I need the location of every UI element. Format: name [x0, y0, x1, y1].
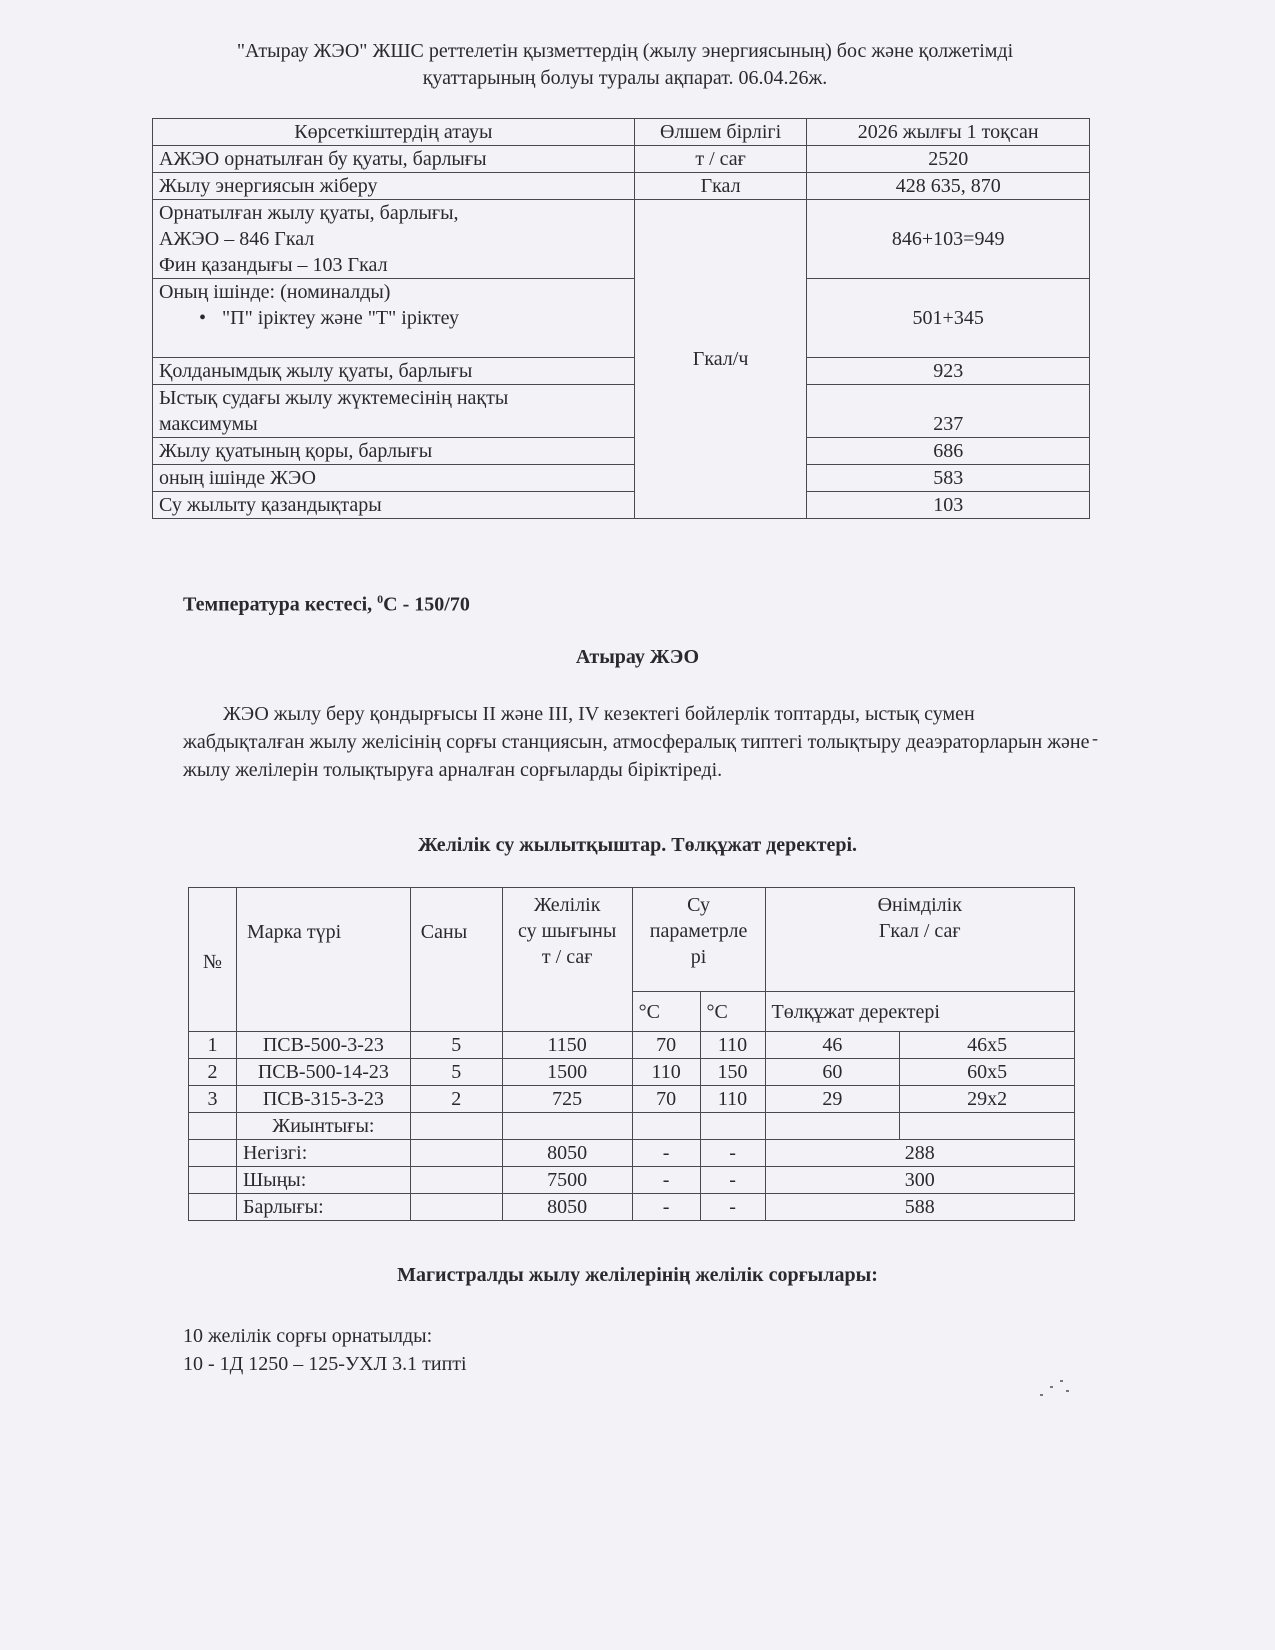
- heaters-table-title: Желілік су жылытқыштар. Төлқұжат деректері.: [417, 834, 858, 856]
- temperature-label: Температура кестесі,: [183, 593, 378, 616]
- row-value: 501+345: [807, 279, 1090, 358]
- row-value: 237: [807, 385, 1090, 438]
- column-header-temp-in: °С: [632, 992, 700, 1032]
- pumps-info: [183, 1322, 467, 1378]
- cell-capacity: 29: [765, 1086, 900, 1113]
- row-name: [153, 385, 635, 438]
- cell-no: [189, 1167, 237, 1194]
- row-name-line: АЖЭО – 846 Гкал: [159, 228, 315, 250]
- row-unit: т / сағ: [634, 146, 807, 173]
- capacity-table: [152, 118, 1090, 519]
- cell-brand: ПСВ-315-3-23: [236, 1086, 410, 1113]
- cell-summary-label: Жиынтығы:: [236, 1113, 410, 1140]
- column-header-unit: Өлшем бірлігі: [634, 119, 807, 146]
- document-title: [150, 38, 1100, 92]
- table-row: [153, 358, 1090, 385]
- totals-row: [189, 1167, 1075, 1194]
- row-name: оның ішінде ЖЭО: [153, 465, 635, 492]
- cell-temp-in: 110: [632, 1059, 700, 1086]
- row-value: 428 635, 870: [807, 173, 1090, 200]
- cell-empty: [900, 1113, 1075, 1140]
- header-line: Желілік: [533, 894, 601, 916]
- cell-count: 5: [410, 1032, 502, 1059]
- table-row: [153, 279, 1090, 358]
- row-value: 103: [807, 492, 1090, 519]
- cell-temp-in: 70: [632, 1032, 700, 1059]
- summary-row: [189, 1113, 1075, 1140]
- cell-empty: [410, 1194, 502, 1221]
- header-line: рі: [690, 946, 707, 968]
- cell-empty: [502, 1113, 632, 1140]
- plant-description: ЖЭО жылу беру қондырғысы II және III, IV кезектегі бойлерлік топтарды, ыстық сумен жабдықталған жылу желісінің сорғы станциясын, атмосфералық типтегі толықтыру деаэраторларын және жылу желілерін толықтыруға арналған сорғыларды біріктіреді.: [183, 703, 1090, 781]
- cell-empty: [410, 1140, 502, 1167]
- temperature-schedule-heading: [183, 592, 470, 617]
- cell-empty: [632, 1113, 700, 1140]
- table-row: [189, 1059, 1075, 1086]
- table-row: [153, 385, 1090, 438]
- table-row: [153, 438, 1090, 465]
- cell-no: [189, 1113, 237, 1140]
- cell-temp-out: 110: [700, 1086, 765, 1113]
- row-name: Су жылыту қазандықтары: [153, 492, 635, 519]
- row-name: Жылу энергиясын жіберу: [153, 173, 635, 200]
- row-unit: Гкал: [634, 173, 807, 200]
- table-header-row: [189, 888, 1075, 992]
- header-line: т / сағ: [541, 946, 593, 968]
- row-name: [153, 200, 635, 279]
- cell-capacity: 60: [765, 1059, 900, 1086]
- title-line-1: "Атырау ЖЭО" ЖШС реттелетін қызметтердің (жылу энергиясының) бос және қолжетімді: [236, 40, 1014, 62]
- cell-flow: 1500: [502, 1059, 632, 1086]
- pumps-line-1: 10 желілік сорғы орнатылды:: [183, 1325, 433, 1347]
- bullet-item: • "П" іріктеу және "Т" іріктеу: [159, 305, 628, 331]
- row-value: 923: [807, 358, 1090, 385]
- row-value: 686: [807, 438, 1090, 465]
- cell-temp-in: -: [632, 1140, 700, 1167]
- column-header-brand: Марка түрі: [236, 888, 410, 1032]
- cell-capacity: 300: [765, 1167, 1074, 1194]
- table-row: [153, 146, 1090, 173]
- merged-unit-cell: Гкал/ч: [634, 200, 807, 519]
- cell-flow: 7500: [502, 1167, 632, 1194]
- cell-no: 1: [189, 1032, 237, 1059]
- row-name: АЖЭО орнатылған бу қуаты, барлығы: [153, 146, 635, 173]
- column-header-no: №: [189, 888, 237, 1032]
- cell-temp-out: 110: [700, 1032, 765, 1059]
- row-name-line: максимумы: [159, 413, 258, 435]
- cell-total-label: Шыңы:: [236, 1167, 410, 1194]
- table-header-row: [153, 119, 1090, 146]
- table-row: [189, 1086, 1075, 1113]
- cell-empty: [410, 1167, 502, 1194]
- cell-temp-out: 150: [700, 1059, 765, 1086]
- row-name: Жылу қуатының қоры, барлығы: [153, 438, 635, 465]
- cell-flow: 8050: [502, 1194, 632, 1221]
- cell-total-label: Негізгі:: [236, 1140, 410, 1167]
- cell-empty: [410, 1113, 502, 1140]
- header-line: Су: [687, 894, 710, 916]
- cell-capacity-total: 60х5: [900, 1059, 1075, 1086]
- margin-mark: -: [1092, 728, 1098, 748]
- pumps-line-2: 10 - 1Д 1250 – 125-УХЛ 3.1 типті: [183, 1353, 467, 1375]
- degree-superscript: 0: [377, 592, 384, 606]
- cell-capacity: 46: [765, 1032, 900, 1059]
- title-line-2: қуаттарының болуы туралы ақпарат. 06.04.26ж.: [422, 67, 828, 89]
- cell-brand: ПСВ-500-14-23: [236, 1059, 410, 1086]
- pumps-heading: Магистралды жылу желілерінің желілік сорғылары:: [397, 1264, 878, 1286]
- cell-flow: 725: [502, 1086, 632, 1113]
- cell-count: 5: [410, 1059, 502, 1086]
- cell-total-label: Барлығы:: [236, 1194, 410, 1221]
- column-header-temp-out: °С: [700, 992, 765, 1032]
- cell-temp-in: -: [632, 1167, 700, 1194]
- totals-row: [189, 1140, 1075, 1167]
- cell-capacity: 288: [765, 1140, 1074, 1167]
- cell-capacity: 588: [765, 1194, 1074, 1221]
- cell-capacity-total: 46х5: [900, 1032, 1075, 1059]
- cell-no: 2: [189, 1059, 237, 1086]
- row-value: 2520: [807, 146, 1090, 173]
- column-header-water-params: [632, 888, 765, 992]
- cell-empty: [765, 1113, 900, 1140]
- header-line: параметрле: [649, 920, 748, 942]
- cell-temp-out: -: [700, 1194, 765, 1221]
- cell-temp-in: -: [632, 1194, 700, 1221]
- cell-no: 3: [189, 1086, 237, 1113]
- row-name-line: Оның ішінде: (номиналды): [159, 281, 391, 303]
- table-row: [153, 200, 1090, 279]
- cell-no: [189, 1140, 237, 1167]
- column-header-flow: [502, 888, 632, 1032]
- cell-flow: 1150: [502, 1032, 632, 1059]
- table-row: [153, 492, 1090, 519]
- row-name-line: Фин қазандығы – 103 Гкал: [159, 254, 388, 276]
- cell-no: [189, 1194, 237, 1221]
- table-row: [153, 173, 1090, 200]
- header-line: Өнімділік: [877, 894, 962, 916]
- row-value: 846+103=949: [807, 200, 1090, 279]
- column-header-count: Саны: [410, 888, 502, 1032]
- row-name: [153, 279, 635, 358]
- cell-count: 2: [410, 1086, 502, 1113]
- totals-row: [189, 1194, 1075, 1221]
- cell-temp-in: 70: [632, 1086, 700, 1113]
- cell-capacity-total: 29х2: [900, 1086, 1075, 1113]
- column-header-q1-2026: 2026 жылғы 1 тоқсан: [807, 119, 1090, 146]
- row-name-line: Орнатылған жылу қуаты, барлығы,: [159, 202, 459, 224]
- column-header-capacity: [765, 888, 1074, 992]
- heaters-table: [188, 887, 1075, 1221]
- scan-specks: [1040, 1380, 1080, 1400]
- cell-temp-out: -: [700, 1140, 765, 1167]
- temperature-value: С - 150/70: [383, 593, 470, 616]
- table-row: [189, 1032, 1075, 1059]
- cell-brand: ПСВ-500-3-23: [236, 1032, 410, 1059]
- column-header-passport: Төлқұжат деректері: [765, 992, 1074, 1032]
- row-name-line: Ыстық судағы жылу жүктемесінің нақты: [159, 387, 509, 409]
- column-header-indicator: Көрсеткіштердің атауы: [153, 119, 635, 146]
- header-line: су шығыны: [518, 920, 617, 942]
- cell-temp-out: -: [700, 1167, 765, 1194]
- plant-heading: Атырау ЖЭО: [575, 646, 700, 668]
- header-line: Гкал / сағ: [878, 920, 961, 942]
- table-row: [153, 465, 1090, 492]
- row-name: Қолданымдық жылу қуаты, барлығы: [153, 358, 635, 385]
- row-value: 583: [807, 465, 1090, 492]
- cell-empty: [700, 1113, 765, 1140]
- cell-flow: 8050: [502, 1140, 632, 1167]
